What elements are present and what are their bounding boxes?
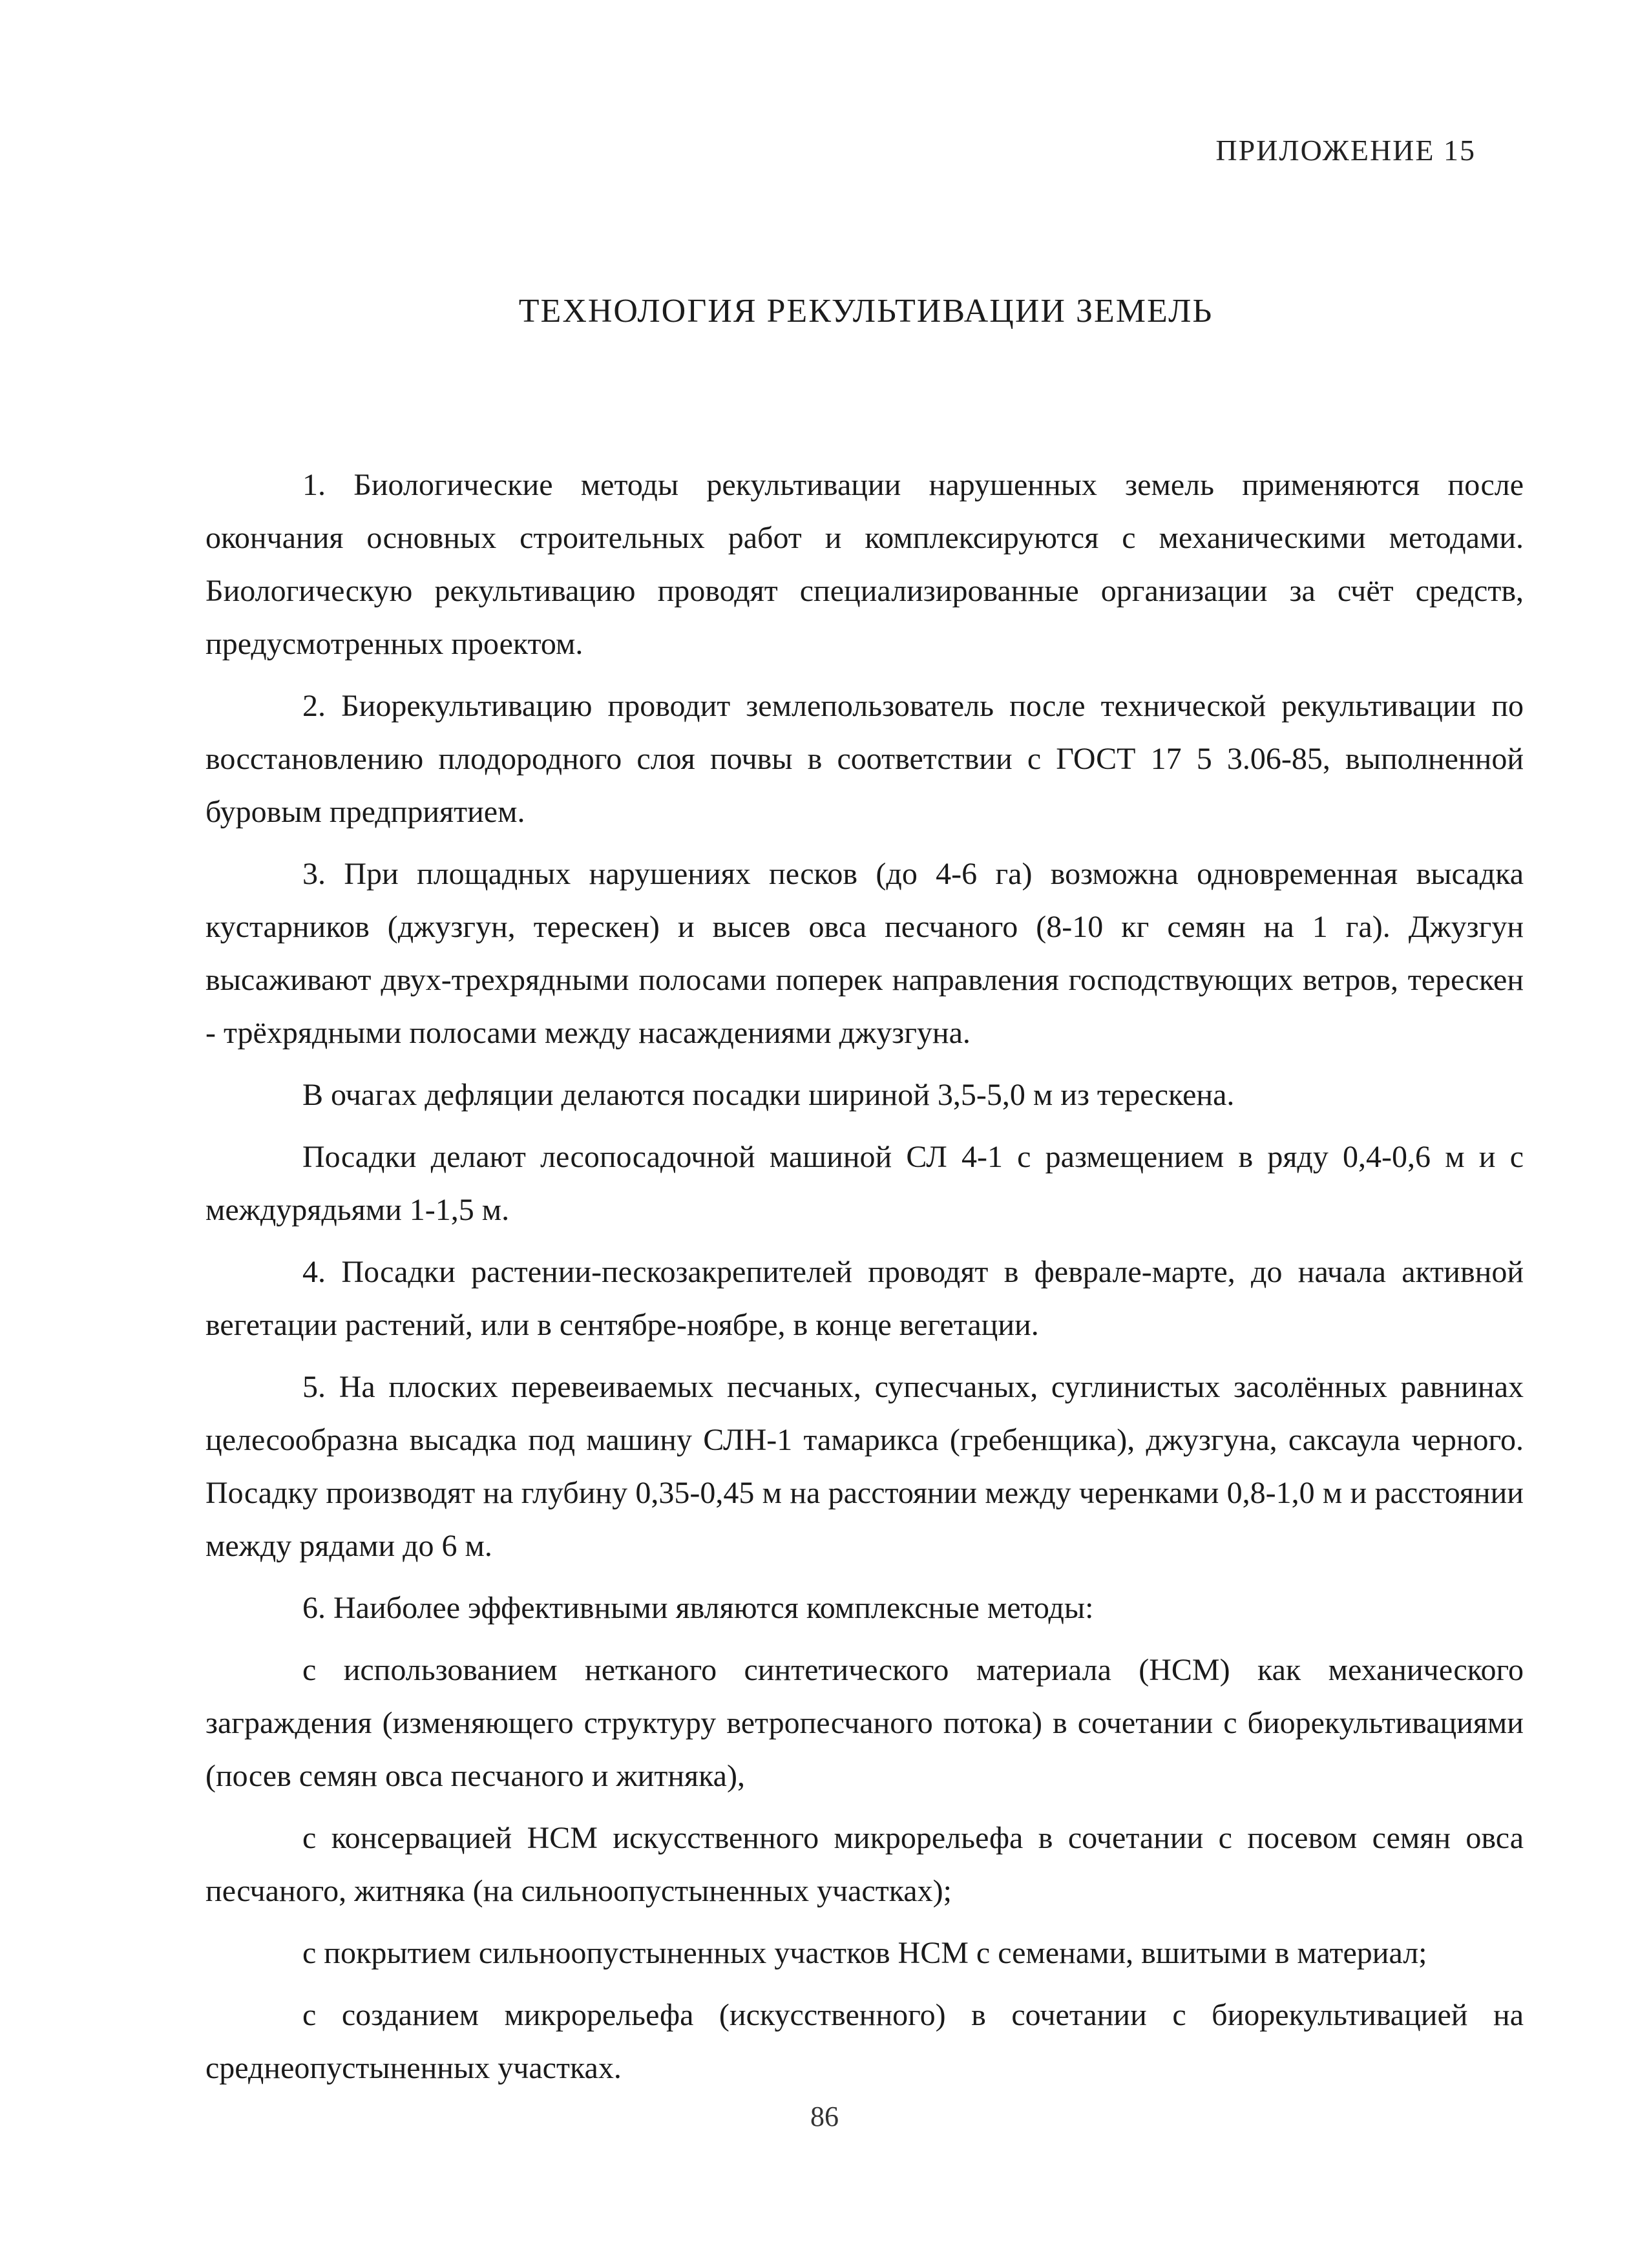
paragraph-4: 4. Посадки растении-пескозакрепителей проводят в феврале-марте, до начала активной вегетации растений, или в сентябре-ноябре, в конце вегетации. bbox=[205, 1255, 1524, 1342]
paragraph-3-planting: Посадки делают лесопосадочной машиной СЛ 4-1 с размещением в ряду 0,4-0,6 м и с междурядьями 1-1,5 м. bbox=[205, 1140, 1524, 1227]
document-title: ТЕХНОЛОГИЯ РЕКУЛЬТИВАЦИИ ЗЕМЕЛЬ bbox=[518, 293, 1213, 330]
paragraph-3-deflation: В очагах дефляции делаются посадки шириной 3,5-5,0 м из терескена. bbox=[302, 1078, 1235, 1112]
document-body bbox=[205, 459, 1524, 2104]
method-item-2: с консервацией НСМ искусственного микрорельефа в сочетании с посевом семян овса песчаного, житняка (на сильноопустыненных участках); bbox=[205, 1821, 1524, 1908]
method-item-1: с использованием нетканого синтетического материала (НСМ) как механического заграждения (изменяющего структуру ветропесчаного потока) в сочетании с биорекультивациями (посев семян овса песчаного и житняка), bbox=[205, 1653, 1524, 1793]
paragraph-6: 6. Наиболее эффективными являются комплексные методы: bbox=[302, 1591, 1094, 1625]
paragraph-1: 1. Биологические методы рекультивации нарушенных земель применяются после окончания основных строительных работ и комплексируются с механическими методами. Биологическую рекультивацию проводят специализированные организации за счёт средств, предусмотренных проектом. bbox=[205, 468, 1524, 661]
appendix-label: ПРИЛОЖЕНИЕ 15 bbox=[1215, 134, 1476, 167]
paragraph-3: 3. При площадных нарушениях песков (до 4-6 га) возможна одновременная высадка кустарников (джузгун, терескен) и высев овса песчаного (8-10 кг семян на 1 га). Джузгун высаживают двух-трехрядными полосами поперек направления господствующих ветров, терескен - трёхрядными полосами между насаждениями джузгуна. bbox=[205, 857, 1524, 1050]
paragraph-5: 5. На плоских перевеиваемых песчаных, супесчаных, суглинистых засолённых равнинах целесообразна высадка под машину СЛН-1 тамарикса (гребенщика), джузгуна, саксаула черного. Посадку производят на глубину 0,35-0,45 м на расстоянии между черенками 0,8-1,0 м и расстоянии между рядами до 6 м. bbox=[205, 1370, 1524, 1563]
page-number: 86 bbox=[810, 2101, 839, 2132]
method-item-3: с покрытием сильноопустыненных участков НСМ с семенами, вшитыми в материал; bbox=[302, 1936, 1427, 1970]
method-item-4: с созданием микрорельефа (искусственного) в сочетании с биорекультивацией на среднеопустыненных участках. bbox=[205, 1998, 1524, 2085]
paragraph-2: 2. Биорекультивацию проводит землепользователь после технической рекультивации по восстановлению плодородного слоя почвы в соответствии с ГОСТ 17 5 3.06-85, выполненной буровым предприятием. bbox=[205, 689, 1524, 829]
